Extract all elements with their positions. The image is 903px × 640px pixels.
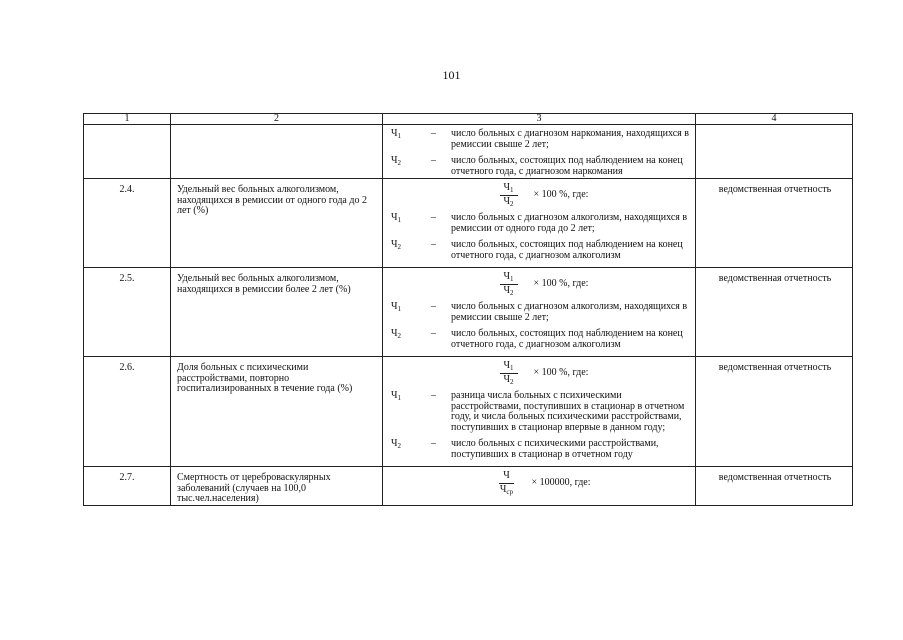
definition-dash: –: [431, 239, 436, 250]
fraction-denominator: $Ч_{ср}$: [499, 483, 514, 496]
row-name-cell: [171, 179, 383, 268]
definition: [383, 213, 695, 234]
row-number: 2.7.: [119, 472, 135, 483]
row-name-cell: [171, 357, 383, 467]
row-number-cell: [84, 268, 171, 357]
row-source-cell: [696, 357, 853, 467]
definition-dash: –: [431, 328, 436, 339]
fraction-denominator: $Ч_2$: [503, 284, 514, 297]
row-number-cell: [84, 467, 171, 506]
fraction-numerator: $Ч_1$: [500, 183, 518, 196]
header-col-2: 2: [171, 114, 383, 125]
definition-text: число больных, состоящих под наблюдением на конец отчетного года, с диагнозом алкоголизм: [451, 328, 683, 350]
definition: [383, 329, 695, 350]
row-name-cell: [171, 125, 383, 179]
definition-symbol: $Ч_2$: [391, 438, 401, 450]
row-number-cell: [84, 357, 171, 467]
fraction-numerator: Ч: [499, 471, 514, 484]
definition: [383, 439, 695, 460]
formula: [383, 471, 695, 495]
row-number-cell: [84, 125, 171, 179]
definition-dash: –: [431, 212, 436, 223]
fraction: [487, 471, 525, 495]
indicator-name: Смертность от цереброваскулярных заболеваний (случаев на 100,0 тыс.чел.населения): [177, 472, 331, 504]
fraction: [490, 183, 528, 207]
row-number: 2.6.: [119, 362, 135, 373]
header-col-3: 3: [383, 114, 696, 125]
row-number: 2.5.: [119, 273, 135, 284]
table-row: [84, 268, 853, 357]
definition-text: число больных, состоящих под наблюдением на конец отчетного года, с диагнозом наркомания: [451, 155, 683, 177]
indicator-name: Удельный вес больных алкоголизмом, находящихся в ремиссии более 2 лет (%): [177, 273, 351, 295]
fraction-numerator: $Ч_1$: [500, 361, 518, 374]
definition-dash: –: [431, 155, 436, 166]
table-row: [84, 179, 853, 268]
row-number: 2.4.: [119, 184, 135, 195]
row-source-cell: [696, 125, 853, 179]
definition-text: число больных, состоящих под наблюдением на конец отчетного года, с диагнозом алкоголизм: [451, 239, 683, 261]
row-number-cell: [84, 179, 171, 268]
formula: [383, 272, 695, 296]
definition-symbol: $Ч_2$: [391, 239, 401, 251]
formula-multiplier: × 100000, где:: [531, 476, 591, 488]
definition-text: число больных с диагнозом алкоголизм, находящихся в ремиссии свыше 2 лет;: [451, 301, 688, 323]
definition: [383, 302, 695, 323]
data-source: ведомственная отчетность: [718, 362, 832, 373]
page-number: 101: [442, 68, 461, 82]
formula: [383, 361, 695, 385]
definition-dash: –: [431, 301, 436, 312]
row-source-cell: [696, 268, 853, 357]
formula-multiplier: × 100 %, где:: [533, 188, 589, 200]
definition-text: разница числа больных с психическими расстройствами, поступивших в стационар в отчетном году, и числа больных психическими расстройствами, поступивших в стационар впервые в данном году;: [451, 390, 685, 433]
data-source: ведомственная отчетность: [718, 184, 832, 195]
row-formula-cell: [383, 357, 696, 467]
definition-symbol: $Ч_1$: [391, 390, 401, 402]
fraction-denominator: $Ч_2$: [503, 373, 514, 386]
definition: [383, 240, 695, 261]
formula-multiplier: × 100 %, где:: [533, 366, 589, 378]
row-formula-cell: [383, 268, 696, 357]
continuation-row: [84, 125, 853, 179]
definition-symbol: $Ч_1$: [391, 128, 401, 140]
header-col-1: 1: [84, 114, 171, 125]
definition-text: число больных с диагнозом алкоголизм, находящихся в ремиссии от одного года до 2 лет;: [451, 212, 688, 234]
row-source-cell: [696, 179, 853, 268]
fraction: [490, 272, 528, 296]
row-formula-cell: [383, 467, 696, 506]
indicator-name: Удельный вес больных алкоголизмом, находящихся в ремиссии от одного года до 2 лет (%): [177, 184, 367, 216]
formula: [383, 183, 695, 207]
definition-dash: –: [431, 128, 436, 139]
fraction-denominator: $Ч_2$: [503, 195, 514, 208]
definition: [383, 391, 695, 433]
header-col-4: 4: [696, 114, 853, 125]
definition-symbol: $Ч_1$: [391, 301, 401, 313]
table-row: [84, 357, 853, 467]
definition-dash: –: [431, 390, 436, 401]
indicator-name: Доля больных с психическими расстройствами, повторно госпитализированных в течение года (%): [177, 362, 353, 394]
fraction-numerator: $Ч_1$: [500, 272, 518, 285]
formula-multiplier: × 100 %, где:: [533, 277, 589, 289]
row-formula-cell: [383, 125, 696, 179]
row-name-cell: [171, 467, 383, 506]
header-row: [84, 114, 853, 125]
definition: [383, 129, 695, 150]
indicators-table: [83, 113, 853, 506]
definition-symbol: $Ч_1$: [391, 212, 401, 224]
definition-dash: –: [431, 438, 436, 449]
definition: [383, 156, 695, 177]
definition-symbol: $Ч_2$: [391, 155, 401, 167]
data-source: ведомственная отчетность: [718, 472, 832, 483]
definition-text: число больных с диагнозом наркомания, находящихся в ремиссии свыше 2 лет;: [451, 128, 689, 150]
data-source: ведомственная отчетность: [718, 273, 832, 284]
row-formula-cell: [383, 179, 696, 268]
row-source-cell: [696, 467, 853, 506]
row-name-cell: [171, 268, 383, 357]
definition-text: число больных с психическими расстройствами, поступивших в стационар в отчетном году: [451, 438, 659, 460]
fraction: [490, 361, 528, 385]
table-row: [84, 467, 853, 506]
definition-symbol: $Ч_2$: [391, 328, 401, 340]
